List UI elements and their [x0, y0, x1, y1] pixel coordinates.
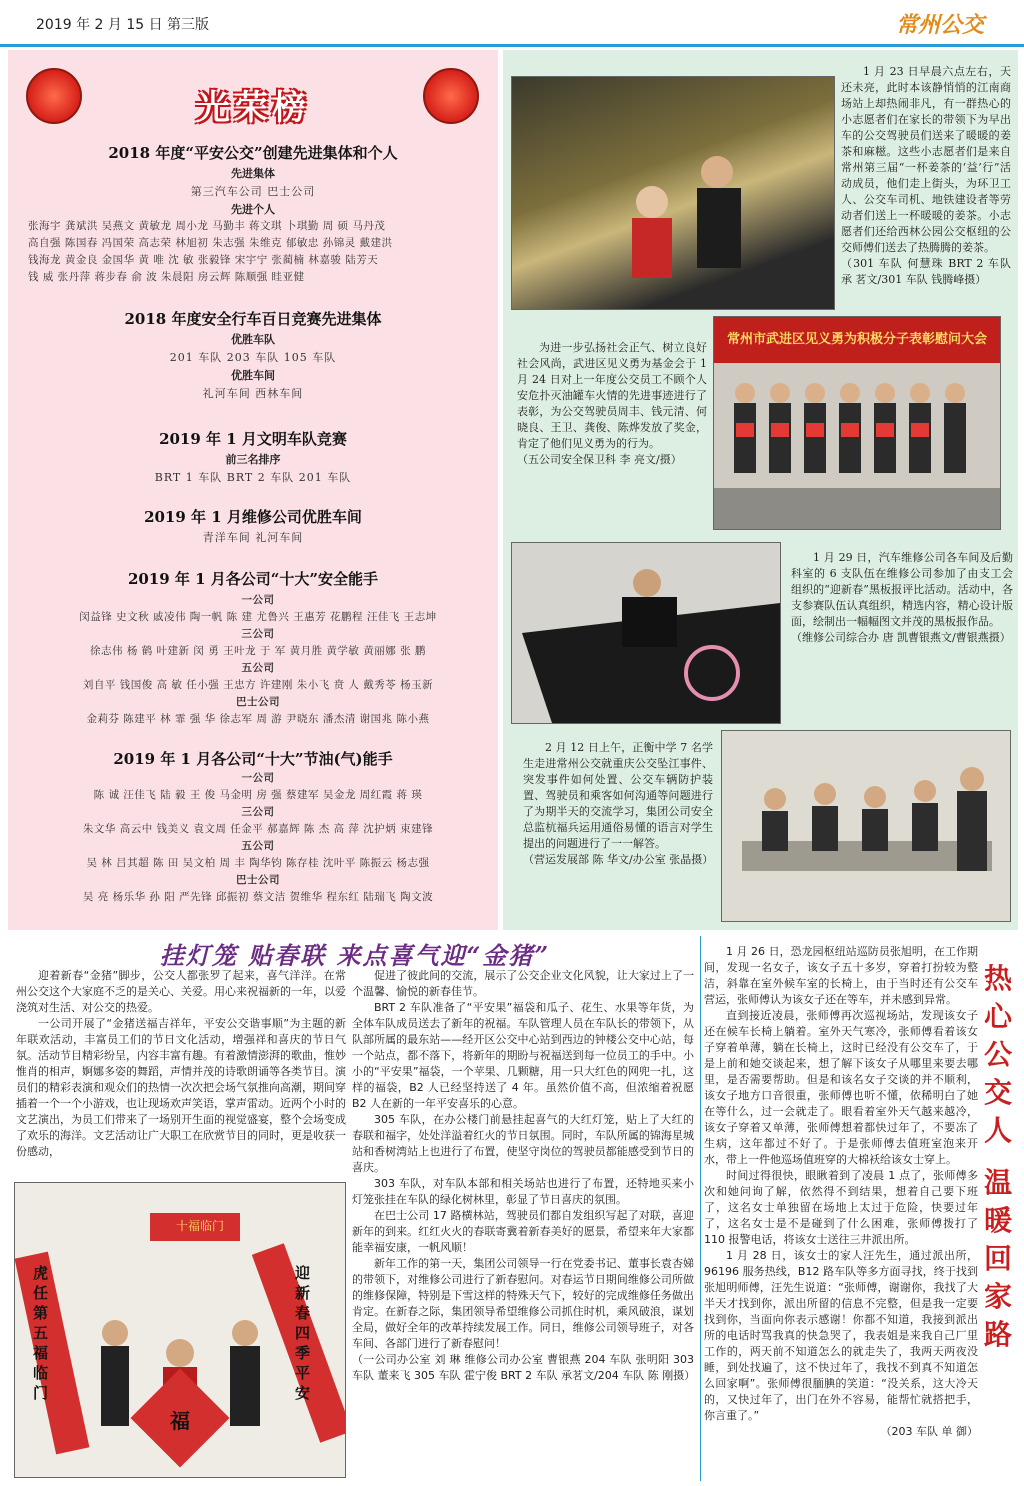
- article-paragraph: 305 车队，在办公楼门前悬挂起喜气的大红灯笼，贴上了大红的春联和福字，处处洋溢着红火的节日氛围。同时，车队所属的锦海星城站和香树湾站上也进行了布置，使坚守岗位的驾驶员都能感受到节日的喜庆。: [352, 1113, 694, 1174]
- section-subtitle: 先进集体: [231, 167, 275, 180]
- name-row: 高自强 陈国春 冯国荣 高志荣 林旭初 朱志强 朱维克 郁敏忠 孙锦灵 戴建洪: [28, 237, 393, 249]
- scroll-right-text: 迎新春四季平安: [295, 1264, 311, 1402]
- student-visit-story: [523, 740, 713, 868]
- title-char: 公: [983, 1038, 1012, 1071]
- article-paragraph: 在巴士公司 17 路横林站，驾驶员们都自发组织写起了对联，喜迎新年的到来。红红火火的春联寄冀着新春美好的愿景，希望来年大家都能幸福安康，一帆风顺！: [352, 1209, 694, 1254]
- name-row: 徐志伟 杨 鹤 叶建新 闵 勇 王叶龙 于 军 黄月胜 黄学敏 黄丽娜 张 鹏: [90, 645, 426, 657]
- section-title: 2018 年度“平安公交”创建先进集体和个人: [108, 144, 398, 162]
- section-subtitle: 先进个人: [231, 203, 275, 216]
- section-subtitle: 前三名排序: [225, 453, 281, 466]
- section-title: 2019 年 1 月各公司“十大”节油(气)能手: [113, 750, 393, 768]
- photo-stories-panel: [503, 50, 1018, 930]
- story-credit: （五公司安全保卫科 李 亮文/摄）: [517, 453, 682, 466]
- ginger-tea-photo: [511, 76, 835, 310]
- name-row: 闵益锋 史文秋 戚凌伟 陶一帆 陈 建 尤鲁兴 王惠芳 花鹏程 汪佳飞 王志坤: [79, 611, 437, 623]
- name-row: 张海宇 龚斌洪 吴燕文 黄敏龙 周小龙 马勤丰 蒋文琪 卜琪勤 周 硕 马丹茂: [28, 220, 386, 232]
- blackboard-illustration: [512, 543, 780, 723]
- honor-roll-panel: [8, 50, 498, 930]
- article-paragraph: 一公司开展了“金猪送福吉祥年，平安公交谐事顺”为主题的新年联欢活动，丰富员工们的节日文化活动，增强祥和喜庆的节日气氛。活动节目精彩纷呈，内容丰富有趣。有着激情澎湃的歌曲，惟妙惟肖的相声，婀娜多姿的舞蹈，声情并茂的诗歌朗诵等各类节目。演员们的精彩表演和观众们的热情一次次把会场气氛推向高潮，期间穿插着一个一个小游戏，也让现场欢声笑语，掌声雷动。近两个小时的文艺演出，为员工们带来了一场别开生面的视觉盛宴，整个会场变成了欢乐的海洋。文艺活动让广大职工在欣赏节目的同时，更是收获一份感动，: [16, 1017, 346, 1158]
- company-label: 三公司: [241, 806, 275, 818]
- side-paragraph: 时间过得很快，眼瞅着到了凌晨 1 点了，张师傅多次和她问询了解，依然得不到结果，想着自己要下班了，这名女士单独留在场地上太过于危险，快要过年了，这名女士是不是碰到了什么困难，张师傅拨打了 110 报警电话，将该女士送往三井派出所。: [704, 1169, 978, 1246]
- name-list: [28, 218, 488, 286]
- student-visit-illustration: [722, 731, 1010, 921]
- section-line: 礼河车间 西林车间: [202, 387, 304, 400]
- story-credit: （维修公司综合办 唐 凯曹银燕文/曹银燕摄）: [791, 631, 1011, 644]
- safety-experts-list: [28, 590, 488, 728]
- name-row: 陈 诚 汪佳飞 陆 毅 王 俊 马金明 房 强 蔡建军 吴金龙 周红霞 蒋 瑛: [93, 789, 423, 801]
- article-paragraph: 迎着新春“金猪”脚步，公交人都张罗了起来，喜气洋洋。在常州公交这个大家庭不乏的是关心、关爱。用心来祝福新的一年，以爱浇筑对生活、对公交的热爱。: [16, 969, 346, 1014]
- title-char: 热: [983, 962, 1012, 995]
- story-text: 2 月 12 日上午，正衡中学 7 名学生走进常州公交就重庆公交坠江事件、突发事件如何处置、公交车辆防护装置、驾驶员和乘客如何沟通等问题进行了为期半天的交流学习，集团公司安全总监杭福兵运用通俗易懂的语言对学生提出的问题进行了一一解答。: [523, 741, 713, 850]
- company-label: 巴士公司: [236, 874, 280, 886]
- article-paragraph: BRT 2 车队准备了“平安果”福袋和瓜子、花生、水果等年货，为全体车队成员送去了新年的祝福。车队管理人员在车队长的带领下，从队部所属的最东站——经开区公交中心站到西边的钟楼公交中心站，每一个站点，都不落下，将新年的期盼与祝福送到每一位员工的手中。小小的“平安果”福袋，一个苹果、几颗糖，用一只大红色的网兜一扎，这样的福袋，B2 人已经坚持送了 4 年。虽然价值不高，但浓缩着祝愿 B2 人在新的一年平安喜乐的心意。: [352, 1001, 694, 1110]
- title-char: 温: [983, 1166, 1012, 1199]
- company-label: 一公司: [241, 594, 275, 606]
- name-row: 吴 亮 杨乐华 孙 阳 严先锋 邱振初 蔡文洁 贺维华 程东红 陆瑞飞 陶文波: [82, 891, 434, 903]
- article-paragraph: 303 车队，对车队本部和相关场站也进行了布置，还特地买来小灯笼张挂在车队的绿化树林里，彰显了节日喜庆的氛围。: [352, 1177, 694, 1206]
- name-row: 吴 林 吕其超 陈 田 吴文柏 周 丰 陶华钧 陈存桂 沈叶平 陈振云 杨志强: [86, 857, 430, 869]
- story-text: 1 月 29 日，汽车维修公司各车间及后勤科室的 6 支队伍在维修公司参加了由支工会组织的“迎新春”黑板报评比活动。活动中，各支参赛队伍认真组织，精选内容，精心设计版面，绘制出一幅幅图文并茂的黑板报作品。: [791, 551, 1013, 628]
- award-crowd-illustration: [714, 363, 1000, 529]
- story-credit: （301 车队 何慧珠 BRT 2 车队 承 茗文/301 车队 钱腾峰摄）: [841, 257, 1011, 286]
- article-column-2: [352, 968, 694, 1384]
- honor-banner-title: 光荣榜: [196, 88, 310, 128]
- article-paragraph: 新年工作的第一天，集团公司领导一行在党委书记、董事长袁杏娣的带领下，对维修公司进行了新春慰问。对春运节日期间维修公司所做的维修保障，特别是下雪这样的特殊天气下，较好的完成维修任务做出肯定。在新春之际，集团领导希望维修公司抓住时机，乘风破浪，谋划全局，做好全年的改革持续发展工作。同日，维修公司领导班子，对各车间、各部门进行了新春慰问！: [352, 1257, 694, 1350]
- article-headline: 挂灯笼 贴春联 来点喜气迎“金猪”: [159, 941, 551, 970]
- side-paragraph: 直到接近凌晨，张师傅再次巡视场站，发现该女子还在候车长椅上躺着。室外天气寒冷，张师傅看着该女子穿着单薄，躺在长椅上，这时已经没有公交车了，于是上前和她交谈起来，想了解下该女子从哪里来要去哪里，是否需要帮助。但是和该名女子交谈的并不顺利，该女子地方口音很重，张师傅也听不懂，依稀明白了她在等什么，过一会就走了。眼看着室外天气越来越冷，该女子穿着又单薄，张师傅想着都快过年了，不要冻了生病，这年都过不好了。于是张师傅去值班室泡来开水，带上一件他巡场值班穿的大棉袄给该女士穿上。: [704, 1009, 978, 1166]
- name-row: 刘自平 钱国俊 高 敏 任小强 王忠方 许建刚 朱小飞 贲 人 戴秀苓 杨玉新: [82, 679, 434, 691]
- issue-date: 2019 年 2 月 15 日 第三版: [36, 17, 210, 33]
- side-story: [704, 944, 978, 1440]
- ginger-tea-story: [841, 64, 1011, 288]
- story-credit: （营运发展部 陈 华文/办公室 张晶摄）: [523, 853, 714, 866]
- company-label: 三公司: [241, 628, 275, 640]
- title-char: 路: [983, 1318, 1012, 1351]
- company-label: 五公司: [241, 662, 275, 674]
- side-credit: （203 车队 单 御）: [880, 1425, 978, 1438]
- side-vertical-title: [978, 960, 1018, 1354]
- left-lantern-icon: [26, 68, 82, 124]
- section-subtitle: 优胜车队: [231, 333, 275, 346]
- story-text: 为进一步弘扬社会正气、树立良好社会风尚，武进区见义勇为基金会于 1 月 24 日对上一年度公交员工不顾个人安危扑灭油罐车火情的先进事迹进行了表彰，为公交驾驶员周丰、钱元清、何晓良、王卫、龚俊、陈烨发放了奖金，肯定了他们见义勇为的行为。: [517, 341, 707, 450]
- honor-banner: [78, 68, 428, 138]
- section-line: BRT 1 车队 BRT 2 车队 201 车队: [154, 471, 352, 484]
- section-title: 2018 年度安全行车百日竞赛先进集体: [124, 310, 382, 328]
- section-civil-team: [8, 428, 498, 485]
- name-row: 钱 威 张丹萍 蒋步春 俞 波 朱晨阳 房云辉 陈顺强 眭亚健: [28, 271, 305, 283]
- bravery-story: [517, 340, 707, 468]
- title-char: 回: [983, 1242, 1012, 1275]
- fuel-experts-list: [28, 770, 488, 906]
- section-title: 2019 年 1 月文明车队竞赛: [159, 430, 347, 448]
- section-title: 2019 年 1 月各公司“十大”安全能手: [127, 570, 379, 588]
- bravery-award-photo: [713, 316, 1001, 530]
- name-row: 金莉芬 陈建平 林 霏 强 华 徐志军 周 游 尹晓东 潘杰清 谢国兆 陈小燕: [86, 713, 430, 725]
- title-char: 人: [983, 1114, 1012, 1147]
- column-divider: [700, 936, 701, 1481]
- title-char: 心: [983, 1000, 1012, 1033]
- section-line: 青洋车间 礼河车间: [202, 531, 304, 544]
- ginger-tea-illustration: [512, 77, 834, 309]
- name-row: 朱文华 高云中 钱美义 袁文周 任金平 郝嘉辉 陈 杰 高 萍 沈护炳 束建锋: [82, 823, 434, 835]
- company-label: 一公司: [241, 772, 275, 784]
- section-title: 2019 年 1 月维修公司优胜车间: [144, 508, 362, 526]
- masthead: 常州公交: [895, 12, 984, 38]
- fu-character: 福: [170, 1409, 190, 1433]
- spring-couplets-photo: [14, 1182, 346, 1478]
- section-line: 第三汽车公司 巴士公司: [190, 185, 316, 198]
- title-char: 交: [983, 1076, 1012, 1109]
- blackboard-photo: [511, 542, 781, 724]
- article-credit: （一公司办公室 刘 琳 维修公司办公室 曹银燕 204 车队 张明阳 303 车队 董来飞 305 车队 霍宁俊 BRT 2 车队 承茗文/204 车队 陈 刚摄）: [352, 1353, 696, 1382]
- award-banner: 常州市武进区见义勇为积极分子表彰慰问大会: [714, 317, 1000, 363]
- side-paragraph: 1 月 28 日，该女士的家人汪先生，通过派出所，96196 服务热线，B12 路车队等多方面寻找，终于找到张旭明师傅，汪先生说道：“张师傅，谢谢你，我找了大半天才找到你，派出所留的信息不完整，但是我一定要找到你，当面向你表示感谢！你都不知道，我接到派出所的电话时骂我真的快急哭了，我表姐是来我自己厂里工作的，两天前不知道怎么的就走失了，我两天两夜没睡，到处找遍了，这不快过年了，我找不到真不知道怎么回家啊”。张师傅很腼腆的笑道：“没关系，这大冷天的，又快过年了，出门在外不容易，能帮忙就搭把手，你言重了。”: [704, 1249, 978, 1422]
- article-paragraph: 促进了彼此间的交流，展示了公交企业文化风貌，让大家过上了一个温馨、愉悦的新春佳节。: [352, 969, 694, 998]
- section-repair-workshop: [8, 506, 498, 545]
- section-fuel-experts: [8, 748, 498, 769]
- section-safe-transit: [8, 142, 498, 217]
- student-visit-photo: [721, 730, 1011, 922]
- blackboard-story: [791, 550, 1013, 646]
- side-paragraph: 1 月 26 日，恐龙园枢纽站巡防员张旭明，在工作期间，发现一名女子，该女子五十多岁，穿着打扮较为整洁，斜靠在室外候车室的长椅上，由于当时还有公交车营运，张师傅认为该女子还在等车，并未感到异常。: [704, 945, 978, 1006]
- horizontal-scroll-text: 十福临门: [175, 1219, 224, 1233]
- section-safety-competition: [8, 308, 498, 401]
- page-header: [0, 0, 1024, 47]
- title-char: 家: [983, 1280, 1012, 1313]
- article-column-1: [16, 968, 346, 1160]
- section-safety-experts: [8, 568, 498, 589]
- section-subtitle: 优胜车间: [231, 369, 275, 382]
- company-label: 五公司: [241, 840, 275, 852]
- section-line: 201 车队 203 车队 105 车队: [169, 351, 337, 364]
- title-char: 暖: [983, 1204, 1012, 1237]
- name-row: 钱海龙 黄金良 金国华 黄 唯 沈 敏 张毅锋 宋宇宁 张蔺楠 林嘉骏 陆芳天: [28, 254, 379, 266]
- scroll-left-text: 虎任第五福临门: [33, 1264, 49, 1402]
- right-lantern-icon: [423, 68, 479, 124]
- company-label: 巴士公司: [236, 696, 280, 708]
- story-text: 1 月 23 日早晨六点左右，天还未亮，此时本该静悄悄的江南商场站上却热闹非凡，有一群热心的小志愿者们在家长的带领下为早出车的公交驾驶员们送来了暖暖的姜茶和麻糍。这些小志愿者们是来自常州第三届“一杯姜茶的‘益’行”活动成员，他们走上街头，为环卫工人、公交车司机、地铁建设者等劳动者们送上一杯暖暖的姜茶。小志愿者们还给西林公园公交枢纽的公交师傅们送去了热腾腾的姜茶。: [841, 65, 1011, 254]
